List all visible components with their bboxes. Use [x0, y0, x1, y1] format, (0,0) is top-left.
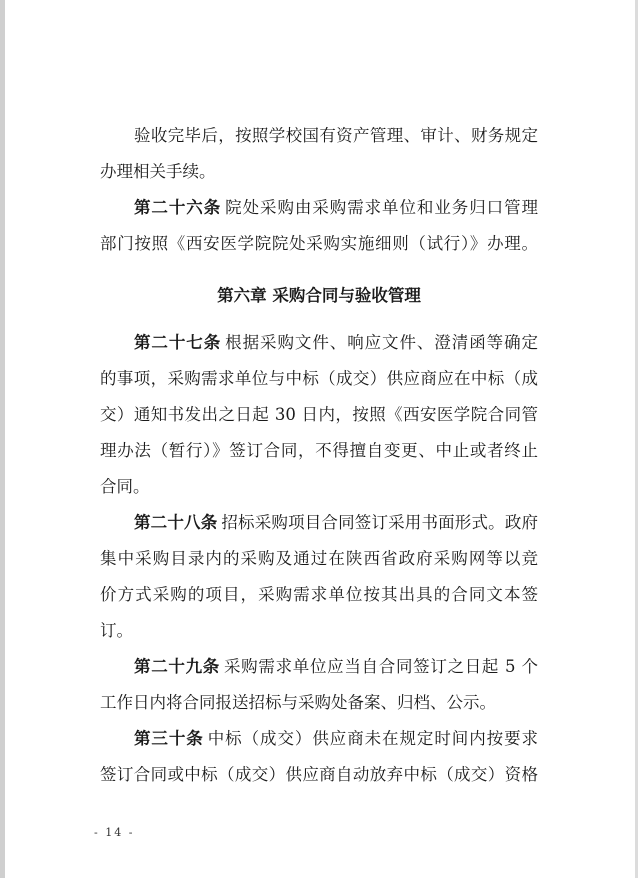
article-27-line: 合同。	[100, 477, 150, 496]
article-29-line: 工作日内将合同报送招标与采购处备案、归档、公示。	[100, 693, 496, 712]
article-29-line	[100, 649, 538, 685]
article-26-line	[100, 190, 538, 226]
article-30-line	[100, 721, 538, 757]
article-27-line: 交）通知书发出之日起 30 日内，按照《西安医学院合同管	[100, 405, 538, 424]
article-29-text: 采购需求单位应当自合同签订之日起 5 个	[223, 657, 538, 676]
article-28-line: 价方式采购的项目，采购需求单位按其出具的合同文本签	[100, 585, 538, 604]
article-30-line: 签订合同或中标（成交）供应商自动放弃中标（成交）资格	[100, 765, 538, 784]
article-27-heading: 第二十七条	[134, 333, 222, 352]
article-30-heading: 第三十条	[134, 729, 204, 748]
article-27-text: 根据采购文件、响应文件、澄清函等确定	[225, 333, 539, 352]
article-29-heading: 第二十九条	[134, 657, 220, 676]
article-28-heading: 第二十八条	[134, 513, 218, 532]
article-26-line: 部门按照《西安医学院院处采购实施细则（试行）》办理。	[100, 234, 538, 253]
article-27-line: 的事项，采购需求单位与中标（成交）供应商应在中标（成	[100, 369, 538, 388]
article-27-line	[100, 325, 538, 361]
article-30-text: 中标（成交）供应商未在规定时间内按要求	[207, 729, 539, 748]
article-27-line: 理办法（暂行）》签订合同，不得擅自变更、中止或者终止	[100, 441, 538, 460]
paragraph-line: 办理相关手续。	[100, 162, 216, 181]
chapter-title: 第六章 采购合同与验收管理	[217, 286, 421, 305]
article-26-heading: 第二十六条	[134, 198, 222, 217]
article-26-text: 院处采购由采购需求单位和业务归口管理	[225, 198, 539, 217]
article-28-line: 订。	[100, 621, 133, 640]
article-28-text: 招标采购项目合同签订采用书面形式。政府	[221, 513, 539, 532]
page-edge-left	[0, 0, 5, 878]
page-number: - 14 -	[94, 826, 135, 839]
article-28-line: 集中采购目录内的采购及通过在陕西省政府采购网等以竞	[100, 549, 538, 568]
article-28-line	[100, 505, 538, 541]
paragraph-line: 验收完毕后，按照学校国有资产管理、审计、财务规定	[134, 126, 538, 145]
